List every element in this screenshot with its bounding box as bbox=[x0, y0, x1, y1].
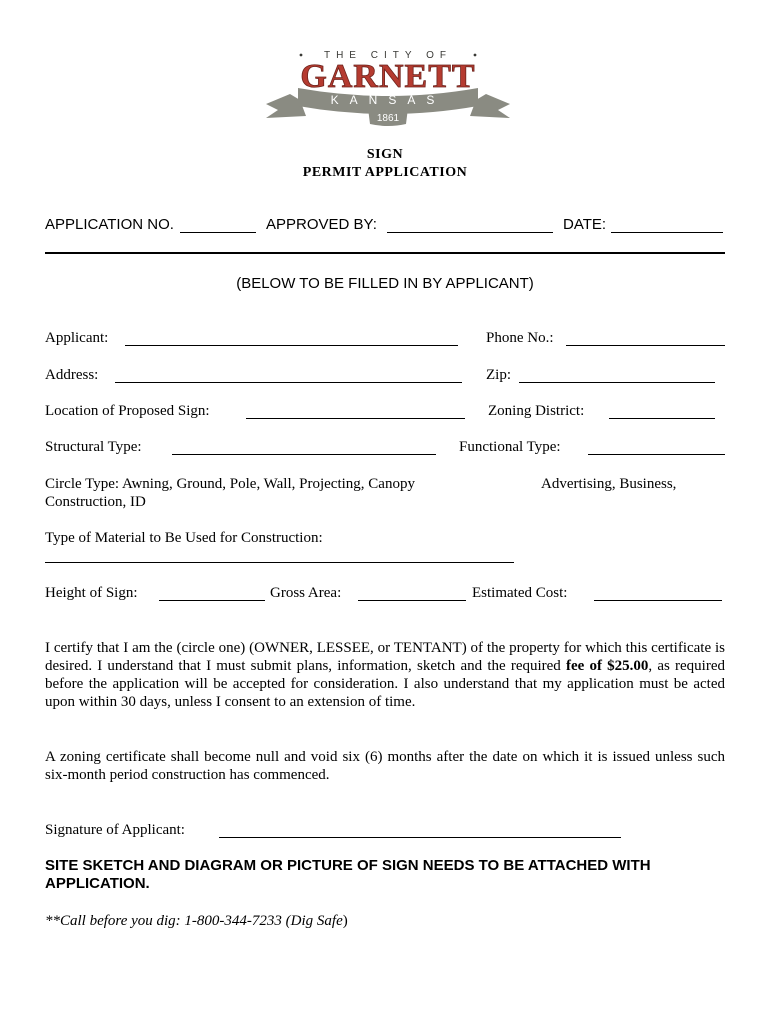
certification-paragraph bbox=[45, 639, 725, 711]
zip-label: Zip: bbox=[486, 367, 511, 383]
logo-dot-left bbox=[300, 54, 303, 57]
certification-text-2: , as required before the application will be accepted for consideration. I also understand that my application must be acted upon within 30 days, unless I consent to an extension of time. bbox=[45, 658, 726, 710]
material-label: Type of Material to Be Used for Construction: bbox=[45, 530, 323, 546]
logo-year-text: 1861 bbox=[376, 113, 400, 124]
address-field[interactable] bbox=[115, 382, 462, 383]
circle-type-options-cont: Construction, ID bbox=[45, 494, 146, 510]
estimated-cost-label: Estimated Cost: bbox=[472, 585, 568, 601]
applicant-section-note: (BELOW TO BE FILLED IN BY APPLICANT) bbox=[236, 275, 534, 292]
call-before-dig-close: ) bbox=[342, 913, 348, 929]
applicant-field[interactable] bbox=[125, 345, 458, 346]
call-before-dig-text: **Call before you dig: 1-800-344-7233 (Dig Safe bbox=[45, 913, 343, 929]
structural-type-label: Structural Type: bbox=[45, 439, 142, 455]
approved-by-label: APPROVED BY: bbox=[266, 216, 377, 233]
null-void-paragraph: A zoning certificate shall become null and void six (6) months after the date on which it is issued unless such six-month period construction has commenced. bbox=[45, 749, 725, 783]
approved-by-field[interactable] bbox=[387, 232, 553, 233]
fee-amount: fee of $25.00 bbox=[566, 658, 649, 674]
application-no-label: APPLICATION NO. bbox=[45, 216, 174, 233]
certification-text-1: I certify that I am the (circle one) (OWNER, LESSEE, or TENTANT) of the property for which this certificate is desired. I understand that I must submit plans, information, sketch and the required bbox=[45, 640, 725, 674]
height-label: Height of Sign: bbox=[45, 585, 138, 601]
address-label: Address: bbox=[45, 367, 99, 383]
location-label: Location of Proposed Sign: bbox=[45, 403, 210, 419]
date-label: DATE: bbox=[563, 216, 607, 233]
location-field[interactable] bbox=[246, 418, 465, 419]
structural-type-field[interactable] bbox=[172, 454, 436, 455]
circle-type-options: Circle Type: Awning, Ground, Pole, Wall, Projecting, Canopy bbox=[45, 476, 415, 492]
material-field[interactable] bbox=[45, 562, 514, 563]
estimated-cost-field[interactable] bbox=[594, 600, 722, 601]
phone-field[interactable] bbox=[566, 345, 725, 346]
gross-area-label: Gross Area: bbox=[270, 585, 342, 601]
date-field[interactable] bbox=[611, 232, 723, 233]
signature-field[interactable] bbox=[219, 837, 621, 838]
logo-state-text: KANSAS bbox=[330, 93, 446, 107]
application-no-field[interactable] bbox=[180, 232, 256, 233]
applicant-label: Applicant: bbox=[45, 330, 109, 346]
gross-area-field[interactable] bbox=[358, 600, 466, 601]
logo-dot-right bbox=[474, 54, 477, 57]
functional-type-options: Advertising, Business, bbox=[541, 476, 677, 492]
form-title-line-2: PERMIT APPLICATION bbox=[302, 165, 468, 180]
call-before-dig bbox=[45, 912, 348, 930]
zip-field[interactable] bbox=[519, 382, 715, 383]
functional-type-field[interactable] bbox=[588, 454, 725, 455]
logo-top-text: THE CITY OF bbox=[323, 50, 453, 61]
logo-name-text: GARNETT bbox=[300, 58, 476, 95]
zoning-label: Zoning District: bbox=[488, 403, 585, 419]
zoning-field[interactable] bbox=[609, 418, 715, 419]
phone-label: Phone No.: bbox=[486, 330, 554, 346]
section-divider bbox=[45, 252, 725, 254]
form-title-line-1: SIGN bbox=[366, 147, 404, 162]
city-of-garnett-logo bbox=[260, 42, 516, 134]
signature-label: Signature of Applicant: bbox=[45, 822, 185, 838]
functional-type-label: Functional Type: bbox=[459, 439, 561, 455]
height-field[interactable] bbox=[159, 600, 265, 601]
site-sketch-notice: SITE SKETCH AND DIAGRAM OR PICTURE OF SIGN NEEDS TO BE ATTACHED WITH APPLICATION. bbox=[45, 857, 651, 892]
